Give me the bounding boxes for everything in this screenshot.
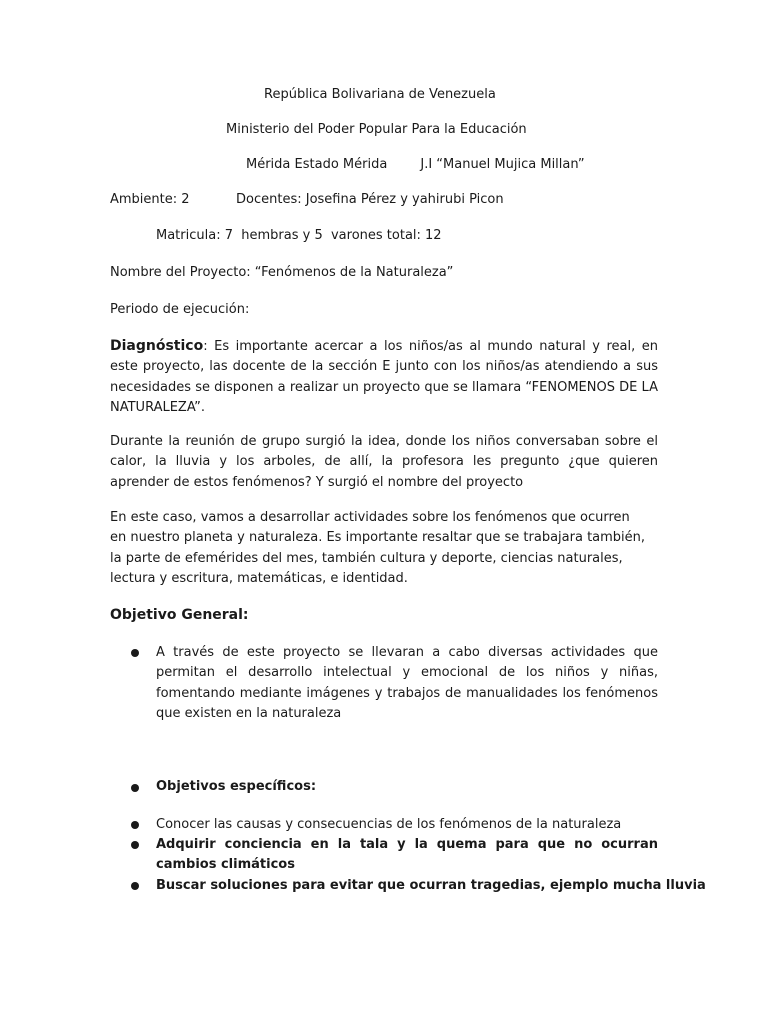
bullet-icon [131,784,139,792]
bullet-icon [131,649,139,657]
objetivos-especificos-heading: Objetivos específicos: [156,779,317,794]
proyecto-name: Nombre del Proyecto: “Fenómenos de la Naturaleza” [110,265,454,280]
matricula-label: Matricula: 7 hembras y 5 varones total: 12 [156,228,442,243]
bullet-icon [131,841,139,849]
diagnostico-paragraph [110,336,658,418]
diagnostico-text: : Es importante acercar a los niños/as al mundo natural y real, en este proyecto, las docente de la sección E junto con los niños/as atendiendo a sus necesidades se disponen a realizar un proyecto que se llamara “FENOMENOS DE LA NATURALEZA”. [110,339,658,415]
bullet-icon [131,821,139,829]
reunion-paragraph: Durante la reunión de grupo surgió la idea, donde los niños conversaban sobre el calor, la lluvia y los arboles, de allí, la profesora les pregunto ¿que quieren aprender de estos fenómenos? Y surgió el nombre del proyecto [110,434,658,490]
header-ministerio: Ministerio del Poder Popular Para la Educación [226,122,527,137]
bullet-icon [131,882,139,890]
diagnostico-heading: Diagnóstico [110,338,204,354]
ambiente-label: Ambiente: 2 [110,192,190,207]
docentes-label: Docentes: Josefina Pérez y yahirubi Picon [236,192,504,207]
objetivo-general-text: A través de este proyecto se llevaran a cabo diversas actividades que permitan el desarrollo intelectual y emocional de los niños y niñas, fomentando mediante imágenes y trabajos de manualidades los fenómenos que existen en la naturaleza [156,645,658,721]
header-merida: Mérida Estado Mérida J.I “Manuel Mujica Millan” [246,157,585,172]
caso-paragraph: En este caso, vamos a desarrollar actividades sobre los fenómenos que ocurren en nuestro planeta y naturaleza. Es importante resaltar que se trabajara también, la parte de efemérides del mes, también cultura y deporte, ciencias naturales, lectura y escritura, matemáticas, e identidad. [110,510,646,586]
header-republica: República Bolivariana de Venezuela [264,87,496,102]
especifico-text-2: Adquirir conciencia en la tala y la quema para que no ocurran cambios climáticos [156,837,658,873]
periodo-label: Periodo de ejecución: [110,302,250,317]
especifico-text-1: Conocer las causas y consecuencias de los fenómenos de la naturaleza [156,817,622,832]
objetivo-general-heading: Objetivo General: [110,607,249,623]
especifico-text-3: Buscar soluciones para evitar que ocurran tragedias, ejemplo mucha lluvia [156,878,706,893]
